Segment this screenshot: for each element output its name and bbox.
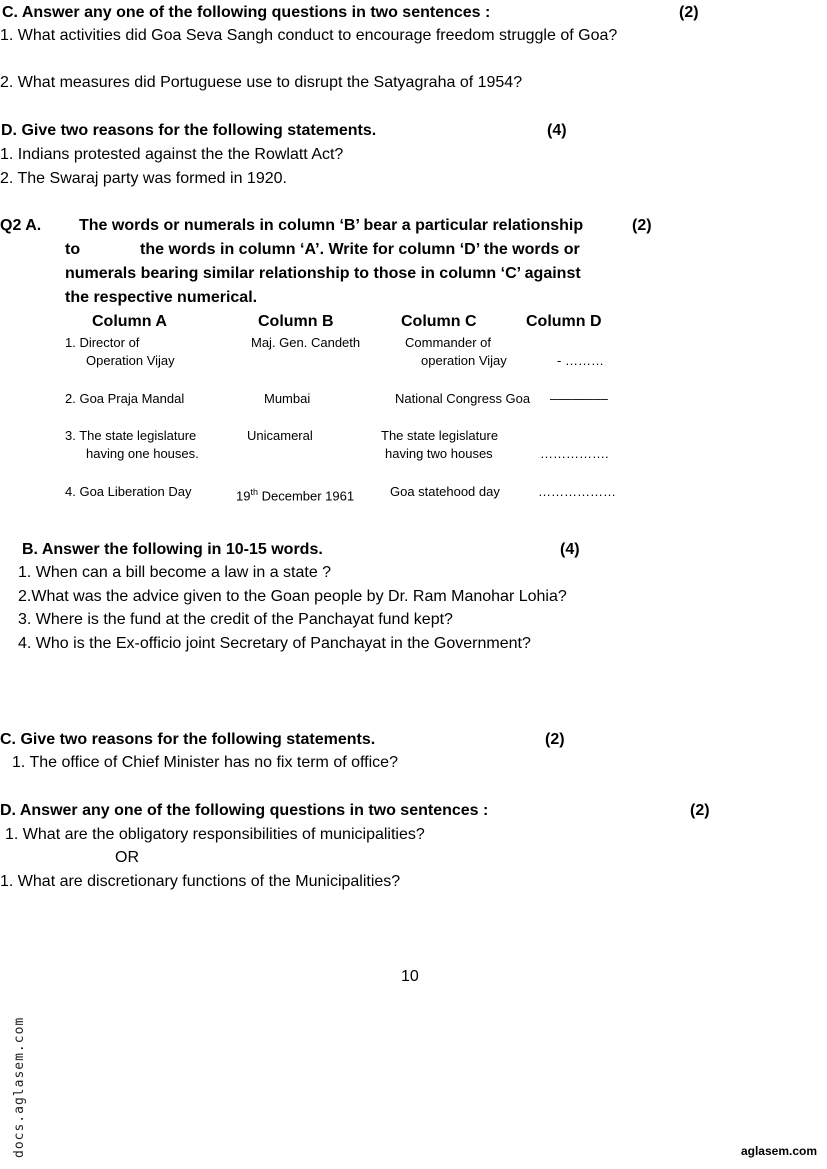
column-a-header: Column A	[92, 313, 167, 330]
section-d2-question-1: 1. What are the obligatory responsibilities of municipalities?	[5, 826, 425, 843]
section-d1-question-2: 2. The Swaraj party was formed in 1920.	[0, 170, 287, 187]
row-2-col-b: Mumbai	[264, 391, 311, 406]
row-2-col-d: ––––––––	[550, 391, 608, 406]
section-c1-question-2: 2. What measures did Portuguese use to disrupt the Satyagraha of 1954?	[0, 74, 523, 91]
row-3-col-b: Unicameral	[247, 428, 313, 443]
page-number: 10	[401, 968, 419, 985]
row-1-col-a-line-2: Operation Vijay	[86, 353, 175, 368]
q2a-instruction-line-1: The words or numerals in column ‘B’ bear a particular relationship	[79, 217, 584, 234]
column-d-header: Column D	[526, 313, 602, 330]
column-b-header: Column B	[258, 313, 334, 330]
row-1-col-c-line-1: Commander of	[405, 335, 491, 350]
section-d1-marks: (4)	[547, 122, 567, 139]
row-2-col-c: National Congress Goa	[395, 391, 531, 406]
section-c2-heading: C. Give two reasons for the following statements.	[0, 731, 376, 748]
row-3-col-c-line-1: The state legislature	[381, 428, 499, 443]
section-c1-question-1: 1. What activities did Goa Seva Sangh conduct to encourage freedom struggle of Goa?	[0, 27, 618, 44]
row-4-col-c: Goa statehood day	[390, 484, 500, 499]
section-d2-or: OR	[115, 849, 139, 866]
row-4-col-b-rest: December 1961	[257, 488, 355, 504]
section-c1-heading: C. Answer any one of the following questions in two sentences :	[2, 4, 491, 21]
row-2-col-a: 2. Goa Praja Mandal	[65, 391, 185, 406]
section-b-question-3: 3. Where is the fund at the credit of the Panchayat fund kept?	[18, 611, 453, 628]
row-1-col-c-line-2: operation Vijay	[421, 353, 507, 368]
row-4-col-b	[236, 484, 354, 504]
section-b-heading: B. Answer the following in 10-15 words.	[22, 541, 323, 558]
row-1-col-b: Maj. Gen. Candeth	[251, 335, 361, 350]
section-b-question-4: 4. Who is the Ex-officio joint Secretary of Panchayat in the Government?	[18, 635, 531, 652]
section-d2-heading: D. Answer any one of the following questions in two sentences :	[0, 802, 489, 819]
row-3-col-c-line-2: having two houses	[385, 446, 493, 461]
brand-footer: aglasem.com	[740, 1144, 817, 1158]
q2a-instruction-line-2b: the words in column ‘A’. Write for column ‘D’ the words or	[140, 241, 580, 258]
section-c2-question-1: 1. The office of Chief Minister has no fix term of office?	[12, 754, 398, 771]
section-c2-marks: (2)	[545, 731, 565, 748]
row-1-col-d: - ………	[557, 353, 604, 368]
section-d1-question-1: 1. Indians protested against the the Rowlatt Act?	[0, 146, 344, 163]
row-4-col-b-day: 19	[236, 488, 251, 504]
section-c1-marks: (2)	[679, 4, 699, 21]
row-4-col-a: 4. Goa Liberation Day	[65, 484, 192, 499]
q2a-instruction-line-4: the respective numerical.	[65, 289, 258, 306]
q2a-instruction-line-3: numerals bearing similar relationship to those in column ‘C’ against	[65, 265, 581, 282]
row-4-col-d: ………………	[538, 484, 616, 499]
row-3-col-d: …………….	[540, 446, 609, 461]
row-1-col-a-line-1: 1. Director of	[65, 335, 140, 350]
section-b-question-2: 2.What was the advice given to the Goan people by Dr. Ram Manohar Lohia?	[18, 588, 567, 605]
watermark-text: docs.aglasem.com	[12, 1016, 27, 1158]
section-d2-question-2: 1. What are discretionary functions of the Municipalities?	[0, 873, 401, 890]
column-c-header: Column C	[401, 313, 477, 330]
row-3-col-a-line-2: having one houses.	[86, 446, 199, 461]
row-4-col-b-suffix: th	[250, 487, 258, 497]
section-b-marks: (4)	[560, 541, 580, 558]
section-d1-heading: D. Give two reasons for the following statements.	[1, 122, 377, 139]
section-b-question-1: 1. When can a bill become a law in a state ?	[18, 564, 332, 581]
section-d2-marks: (2)	[690, 802, 710, 819]
q2a-label: Q2 A.	[0, 217, 42, 234]
q2a-marks: (2)	[632, 217, 652, 234]
row-3-col-a-line-1: 3. The state legislature	[65, 428, 197, 443]
q2a-instruction-line-2a: to	[65, 241, 81, 258]
